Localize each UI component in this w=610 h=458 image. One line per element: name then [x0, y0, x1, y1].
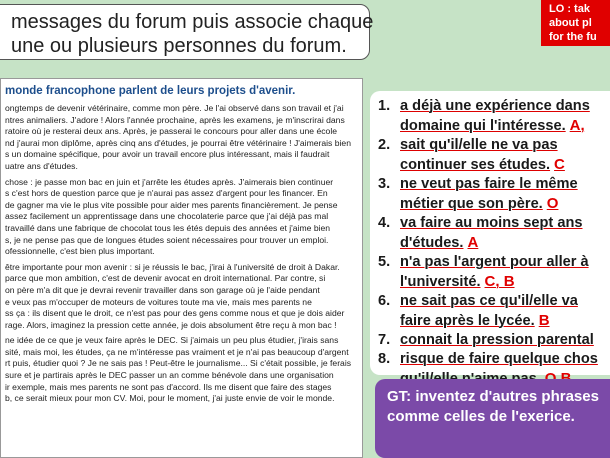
statement-answer: C — [554, 156, 565, 173]
statement-number: 6. — [378, 293, 391, 309]
statement-answer: O — [546, 195, 559, 212]
statement-number: 1. — [378, 98, 391, 114]
article-paragraph — [5, 335, 358, 405]
article-line: rage. Alors, imaginez la pression cette année, je dois absolument être reçu à mon bac ! — [5, 319, 337, 330]
statement-line — [400, 155, 565, 175]
lo-line-1: LO : tak — [549, 3, 590, 15]
article-line: e veux pas m'occuper de moteurs de voitures toute ma vie, mais mes parents ne — [5, 296, 312, 307]
article-line: on père m'a dit que je devrai revenir travailler dans son garage où je l'aide pendant — [5, 284, 320, 295]
statement-line-text: domaine qui l'intéresse. — [400, 118, 566, 134]
statement-line — [400, 253, 589, 272]
lo-line-3: for the fu — [549, 31, 597, 43]
article-line: nd j'aurai mon diplôme, après cinq ans d'études, je pourrai être vétérinaire ! J'aimerais bien — [5, 137, 351, 148]
statement-item — [378, 136, 610, 175]
statement-line-text: l'université. — [400, 274, 481, 290]
statement-number: 4. — [378, 215, 391, 231]
statement-line-text: métier que son père. — [400, 196, 543, 212]
article-line: sure et je partirais après le DEC passer un an comme bénévole dans une organisation — [5, 370, 334, 381]
article-line: s, je ne pense pas que de longues études soient nécessaires pour trouver un emploi. — [5, 234, 329, 245]
statement-line-text: continuer ses études. — [400, 157, 551, 173]
article-body — [5, 103, 358, 405]
article-heading: monde francophone parlent de leurs projets d'avenir. — [5, 85, 296, 97]
article-line: b, ce serait mieux pour mon CV. Moi, pour le moment, j'ai juste envie de voir le monde. — [5, 393, 335, 404]
article-line: ss ça : ils disent que le droit, ce n'est pas pour des gens comme nous et que je dois aider — [5, 308, 345, 319]
article-line: assez facilement un apprentissage dans une chocolaterie parce que j'ai déjà pas mal — [5, 211, 329, 222]
article-line: ofessionnelle, c'est bien plus important. — [5, 246, 155, 257]
article-line: ratoire où je resterai deux ans. Après, je passerai le concours pour aller dans une école — [5, 126, 338, 137]
article-line: être importante pour mon avenir : si je réussis le bac, j'irai à l'université de droit à Dakar. — [5, 261, 340, 272]
statement-line-text: n'a pas l'argent pour aller à — [400, 254, 589, 270]
statement-text — [400, 292, 578, 331]
statement-number: 8. — [378, 351, 391, 367]
statement-line-text: d'études. — [400, 235, 464, 251]
article-line: ntres animaliers. J'adore ! Alors l'année prochaine, après les examens, je m'inscrirai dans — [5, 114, 345, 125]
article-paragraph — [5, 177, 358, 258]
article-line: ir exemple, mais mes parents ne sont pas d'accord. Ils me disent que faire des stages — [5, 381, 332, 392]
statement-line — [400, 350, 598, 369]
learning-objective-box — [541, 0, 610, 46]
statement-number: 7. — [378, 332, 391, 348]
statement-line — [400, 214, 583, 233]
statement-line-text: connait la pression parental — [400, 332, 594, 348]
statement-item — [378, 253, 610, 292]
article-line: sité, mais moi, les études, ça ne m'intéresse pas vraiment et je n'ai pas beaucoup d'argent — [5, 346, 349, 357]
article-line: de gagner ma vie le plus vite possible pour aider mes parents financièrement. Je pense — [5, 199, 338, 210]
article-paragraph — [5, 103, 358, 173]
statement-item — [378, 331, 610, 350]
article-line: ne idée de ce que je veux faire après le DEC. Si j'aimais un peu plus étudier, j'irais sans — [5, 335, 339, 346]
statement-line-text: faire après le lycée. — [400, 313, 535, 329]
instruction-title-box — [0, 4, 374, 60]
article-line: parce que mon ambition, c'est de devenir avocat en droit international. Par contre, si — [5, 273, 326, 284]
gt-line-2: comme celles de l'exerice. — [387, 408, 575, 425]
statement-line — [400, 292, 578, 311]
article-line: uatre ans d'études. — [5, 160, 78, 171]
lo-line-2: about pl — [549, 17, 592, 29]
statement-line-text: ne veut pas faire le même — [400, 176, 578, 192]
statement-text — [400, 331, 594, 350]
statement-item — [378, 97, 610, 136]
statement-text — [400, 214, 583, 253]
statement-line — [400, 233, 583, 253]
statement-item — [378, 292, 610, 331]
article-line: s c'est hors de question parce que je n'aurai pas assez d'argent pour les financer. En — [5, 188, 328, 199]
statement-line — [400, 331, 594, 350]
statement-text — [400, 136, 565, 175]
statement-item — [378, 214, 610, 253]
statement-line-text: va faire au moins sept ans — [400, 215, 583, 231]
group-task-box — [375, 379, 610, 458]
forum-article — [0, 78, 363, 458]
statement-number: 5. — [378, 254, 391, 270]
statement-answer: A, — [569, 117, 585, 134]
statement-line — [400, 194, 578, 214]
statement-line — [400, 116, 590, 136]
statement-line — [400, 175, 578, 194]
article-line: ongtemps de devenir vétérinaire, comme mon père. Je l'ai observé dans son travail et j'ai — [5, 103, 344, 113]
statement-line — [400, 97, 590, 116]
article-line: chose : je passe mon bac en juin et j'arrête les études après. J'aimerais bien continuer — [5, 176, 334, 187]
statement-text — [400, 253, 589, 292]
statement-line — [400, 272, 589, 292]
statement-answer: C, B — [484, 273, 515, 290]
statement-number: 3. — [378, 176, 391, 192]
article-line: rt puis, étudier quoi ? Je ne sais pas ! Peut-être le journalisme... Si c'était possible, je ferais — [5, 358, 352, 369]
article-line: s un domaine spécifique, pour avoir un travail encore plus intéressant, mais il faudrait — [5, 149, 330, 160]
statement-text — [400, 97, 590, 136]
instruction-line-2: une ou plusieurs personnes du forum. — [11, 35, 347, 57]
statement-line-text: risque de faire quelque chos — [400, 351, 598, 367]
statement-item — [378, 175, 610, 214]
statement-line-text: sait qu'il/elle ne va pas — [400, 137, 558, 153]
statement-text — [400, 175, 578, 214]
statement-answer: A — [467, 234, 479, 251]
article-line: travaillé dans une fabrique de chocolat tous les étés depuis des années et j'aime bien — [5, 222, 331, 233]
instruction-line-1: messages du forum puis associe chaque — [11, 11, 374, 33]
statement-answer: B — [538, 312, 550, 329]
article-paragraph — [5, 262, 358, 332]
statement-number: 2. — [378, 137, 391, 153]
statement-line — [400, 311, 578, 331]
gt-line-1: GT: inventez d'autres phrases — [387, 388, 599, 405]
statements-list — [370, 91, 610, 375]
statement-line — [400, 136, 565, 155]
statement-line-text: ne sait pas ce qu'il/elle va — [400, 293, 578, 309]
statement-line-text: a déjà une expérience dans — [400, 98, 590, 114]
